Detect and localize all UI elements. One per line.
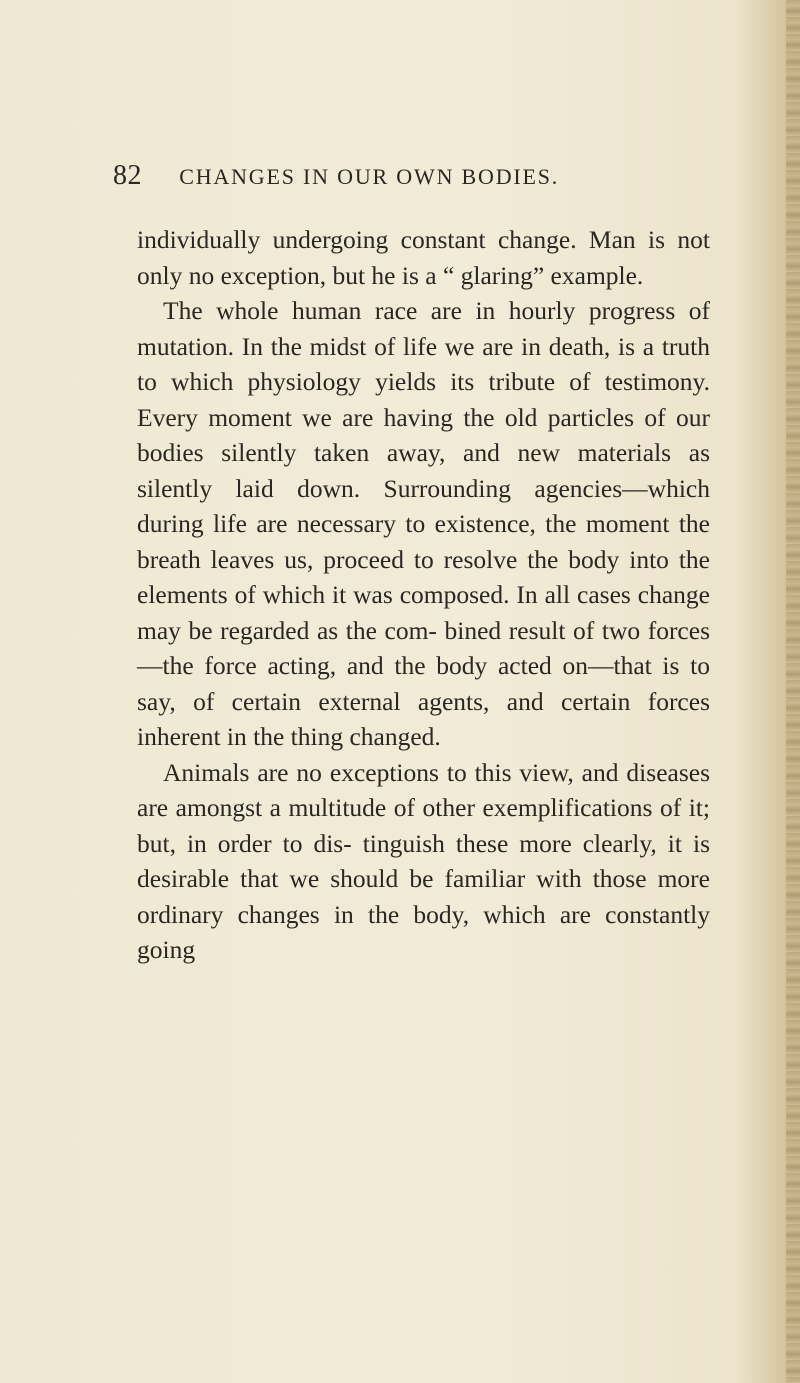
body-text (137, 222, 710, 968)
paragraph: Animals are no exceptions to this view, and diseases are amongst a multitude of other exemplifications of it; but, in order to dis- tinguish these more clearly, it is desirable that we should be familiar with those more ordinary changes in the body, which are constantly going (137, 757, 710, 964)
page-number: 82 (113, 160, 142, 191)
running-head (113, 160, 713, 200)
paragraph: The whole human race are in hourly progress of mutation. In the midst of life we are in death, is a truth to which physiology yields its tribute of testimony. Every moment we are having the old particles of our bodies silently taken away, and new materials as silently laid down. Surrounding agencies—which during life are necessary to existence, the moment the breath leaves us, proceed to resolve the body into the elements of which it was composed. In all cases change may be regarded as the com- bined result of two forces—the force acting, and the body acted on—that is to say, of certain external agents, and certain forces inherent in the thing changed. (137, 296, 710, 751)
paragraph: individually undergoing constant change. Man is not only no exception, but he is a “ glaring” example. (137, 225, 710, 290)
running-title: CHANGES IN OUR OWN BODIES. (179, 164, 560, 189)
page-edge (786, 0, 800, 1383)
